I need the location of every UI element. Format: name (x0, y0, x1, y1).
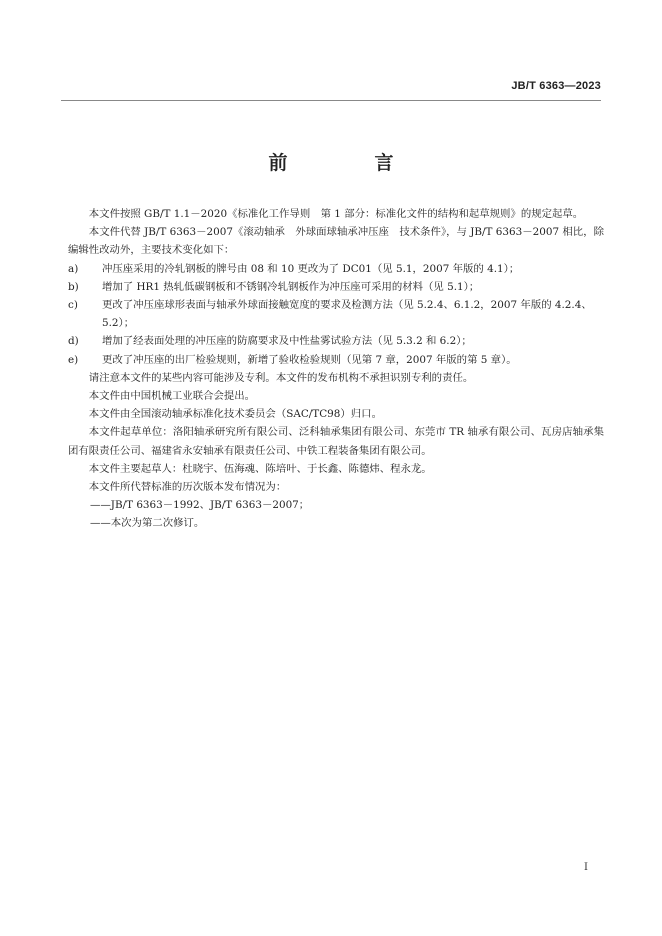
foreword-body (68, 205, 604, 533)
paragraph-patent-notice: 请注意本文件的某些内容可能涉及专利。本文件的发布机构不承担识别专利的责任。 (88, 371, 474, 384)
paragraph-drafting-basis: 本文件按照 GB/T 1.1－2020《标准化工作导则 第 1 部分：标准化文件的结构和起草规则》的规定起草。 (88, 208, 584, 220)
change-marker: b) (68, 280, 79, 293)
header-rule (61, 100, 601, 101)
change-marker: d) (68, 335, 79, 348)
paragraph-drafting-units: 本文件起草单位：洛阳轴承研究所有限公司、泛科轴承集团有限公司、东莞市 TR 轴承有限公司、瓦房店轴承集团有限责任公司、福建省永安轴承有限责任公司、中铁工程装备集团有限公司。 (68, 426, 604, 457)
paragraph-history-intro: 本文件所代替标准的历次版本发布情况为： (88, 481, 287, 494)
paragraph-proposed-by: 本文件由中国机械工业联合会提出。 (88, 390, 256, 403)
page-title: 前 言 (268, 152, 428, 174)
standard-number: JB/T 6363—2023 (511, 80, 601, 92)
change-marker: a) (68, 262, 79, 275)
change-marker: e) (68, 353, 79, 366)
change-marker: c) (68, 299, 78, 312)
change-text: 增加了经表面处理的冲压座的防腐要求及中性盐雾试验方法（见 5.3.2 和 6.2）； (102, 335, 472, 348)
paragraph-drafters: 本文件主要起草人：杜晓宇、伍海魂、陈培叶、于长鑫、陈德炜、程永龙。 (88, 462, 432, 475)
change-item-a (68, 260, 604, 278)
change-text: 更改了冲压座球形表面与轴承外球面接触宽度的要求及检测方法（见 5.2.4、6.1.2，2007 年版的 4.2.4、5.2）； (102, 299, 592, 330)
page-number: I (584, 862, 588, 873)
change-text: 冲压座采用的冷轧钢板的牌号由 08 和 10 更改为了 DC01（见 5.1，2007 年版的 4.1）； (102, 262, 520, 275)
history-item: ——本次为第二次修订。 (90, 517, 205, 530)
change-item-d (68, 332, 604, 350)
paragraph-managed-by: 本文件由全国滚动轴承标准化技术委员会（SAC/TC98）归口。 (88, 408, 382, 421)
paragraph-replacement: 本文件代替 JB/T 6363－2007《滚动轴承 外球面球轴承冲压座 技术条件》，与 JB/T 6363－2007 相比，除编辑性改动外，主要技术变化如下： (68, 226, 604, 257)
change-text: 更改了冲压座的出厂检验规则，新增了验收检验规则（见第 7 章，2007 年版的第 5 章）。 (102, 353, 517, 366)
change-item-c (68, 296, 604, 332)
change-item-b (68, 278, 604, 296)
change-item-e (68, 351, 604, 369)
change-text: 增加了 HR1 热轧低碳钢板和不锈钢冷轧钢板作为冲压座可采用的材料（见 5.1）； (102, 280, 480, 293)
history-item: ——JB/T 6363－1992、JB/T 6363－2007； (90, 499, 310, 512)
